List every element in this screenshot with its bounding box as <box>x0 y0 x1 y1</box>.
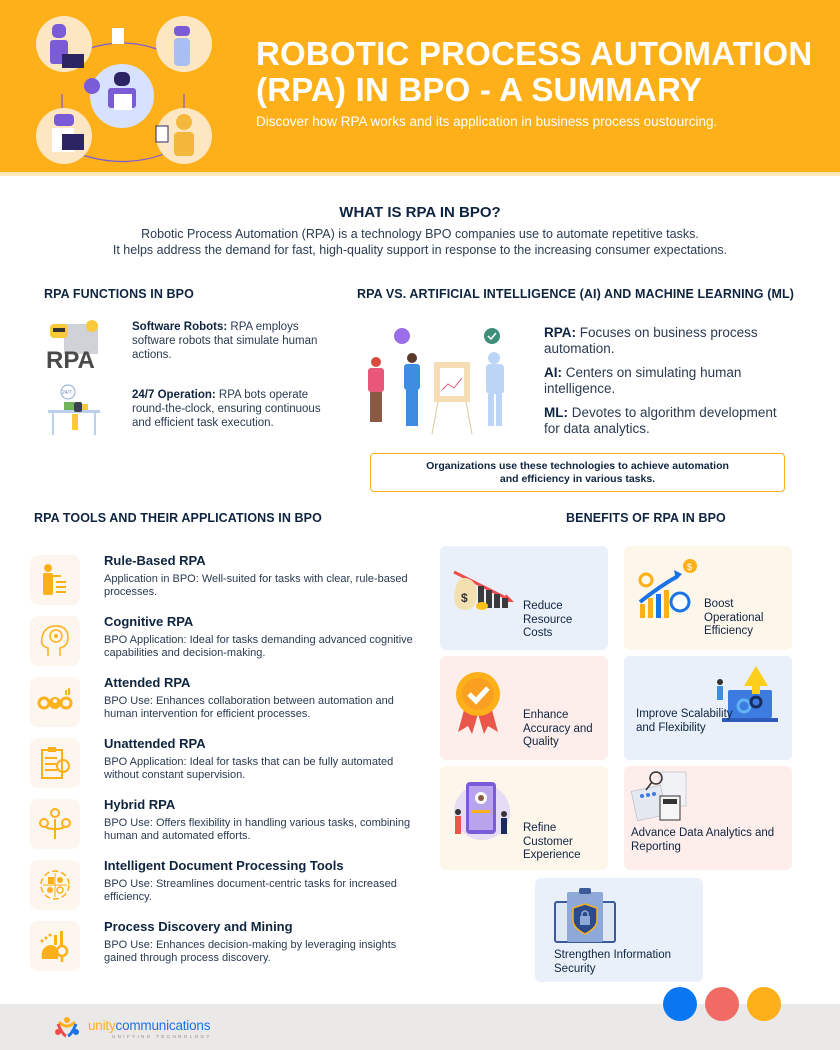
tool-item: Intelligent Document Processing Tools BPO Use: Streamlines document-centric tasks for increased efficiency. <box>30 857 430 913</box>
page-subtitle: Discover how RPA works and its application in business process oustourcing. <box>256 114 718 129</box>
people-and-robot-presentation-illustration <box>352 322 524 437</box>
benefit-card-data-analytics: Advance Data Analytics and Reporting <box>624 766 792 870</box>
comparison-item-ml: ML: Devotes to algorithm development for data analytics. <box>544 405 777 436</box>
247-operation-icon <box>44 384 104 440</box>
function-item-software-robots: RPA Software Robots: RPA employs software robots that simulate human actions. <box>44 316 334 386</box>
svg-text:RPA: RPA <box>46 347 95 372</box>
benefit-card-scalability: Improve Scalability and Flexibility <box>624 656 792 760</box>
benefit-card-accuracy-quality: Enhance Accuracy and Quality <box>440 656 608 760</box>
rpa-robot-icon <box>44 316 104 372</box>
document-cycle-icon <box>30 860 80 910</box>
decorative-dot-orange <box>747 987 781 1021</box>
unity-people-icon <box>54 1016 80 1038</box>
robots-and-humans-network-illustration <box>34 14 214 164</box>
comparison-item-rpa: RPA: Focuses on business process automation. <box>544 325 758 356</box>
benefits-title: BENEFITS OF RPA IN BPO <box>566 511 726 525</box>
gears-person-icon <box>30 677 80 727</box>
benefit-card-customer-experience: Refine Customer Experience <box>440 766 608 870</box>
brain-gears-icon <box>30 616 80 666</box>
tools-title: RPA TOOLS AND THEIR APPLICATIONS IN BPO <box>34 511 322 525</box>
clipboard-shield-lock-icon <box>553 886 617 946</box>
benefit-card-information-security: Strengthen Information Security <box>535 878 703 982</box>
quality-badge-icon <box>450 670 506 736</box>
header-banner <box>0 0 840 176</box>
tool-item: Unattended RPA BPO Application: Ideal for tasks that can be fully automated without constant supervision. <box>30 735 430 791</box>
comparison-item-ai: AI: Centers on simulating human intelligence. <box>544 365 742 396</box>
tool-item: Process Discovery and Mining BPO Use: Enhances decision-making by leveraging insights gained through process discovery. <box>30 918 430 974</box>
tool-item: Hybrid RPA BPO Use: Offers flexibility in handling various tasks, combining human and automated efforts. <box>30 796 430 852</box>
reports-calculator-icon <box>630 768 690 824</box>
tool-item: Cognitive RPA BPO Application: Ideal for tasks demanding advanced cognitive capabilities and decision-making. <box>30 613 430 669</box>
benefit-card-boost-efficiency: $ Boost Operational Efficiency <box>624 546 792 650</box>
function-item-247-operation: 24/7 24/7 Operation: RPA bots operate round-the-clock, ensuring continuous and efficient task execution. <box>44 384 334 454</box>
clipboard-gear-icon <box>30 738 80 788</box>
decorative-dot-blue <box>663 987 697 1021</box>
decorative-dot-coral <box>705 987 739 1021</box>
money-bag-decline-icon <box>450 564 530 614</box>
tool-item: Attended RPA BPO Use: Enhances collaboration between automation and human intervention for efficient processes. <box>30 674 430 730</box>
what-is-title: WHAT IS RPA IN BPO? <box>339 204 501 221</box>
page-title: ROBOTIC PROCESS AUTOMATION (RPA) IN BPO - A SUMMARY <box>256 35 813 108</box>
functions-title: RPA FUNCTIONS IN BPO <box>44 287 194 301</box>
tool-item: Rule-Based RPA Application in BPO: Well-suited for tasks with clear, rule-based processes. <box>30 552 430 608</box>
hybrid-branches-icon <box>30 799 80 849</box>
growth-chart-stopwatch-icon <box>634 558 704 620</box>
svg-text:$: $ <box>461 591 468 605</box>
head-chart-magnifier-icon <box>30 921 80 971</box>
comparison-list <box>544 325 784 445</box>
checklist-person-icon <box>30 555 80 605</box>
phone-rating-people-icon <box>452 778 512 842</box>
benefit-card-reduce-costs: $ Reduce Resource Costs <box>440 546 608 650</box>
svg-text:$: $ <box>687 562 693 572</box>
svg-text:24/7: 24/7 <box>62 390 72 396</box>
comparison-note-box: Organizations use these technologies to achieve automation and efficiency in various tasks. <box>370 453 785 492</box>
comparison-title: RPA VS. ARTIFICIAL INTELLIGENCE (AI) AND MACHINE LEARNING (ML) <box>357 287 794 301</box>
what-is-description: Robotic Process Automation (RPA) is a technology BPO companies use to automate repetitive tasks. It helps address the demand for fast, high-quality support in response to the increasing consumer expectations. <box>112 227 728 257</box>
